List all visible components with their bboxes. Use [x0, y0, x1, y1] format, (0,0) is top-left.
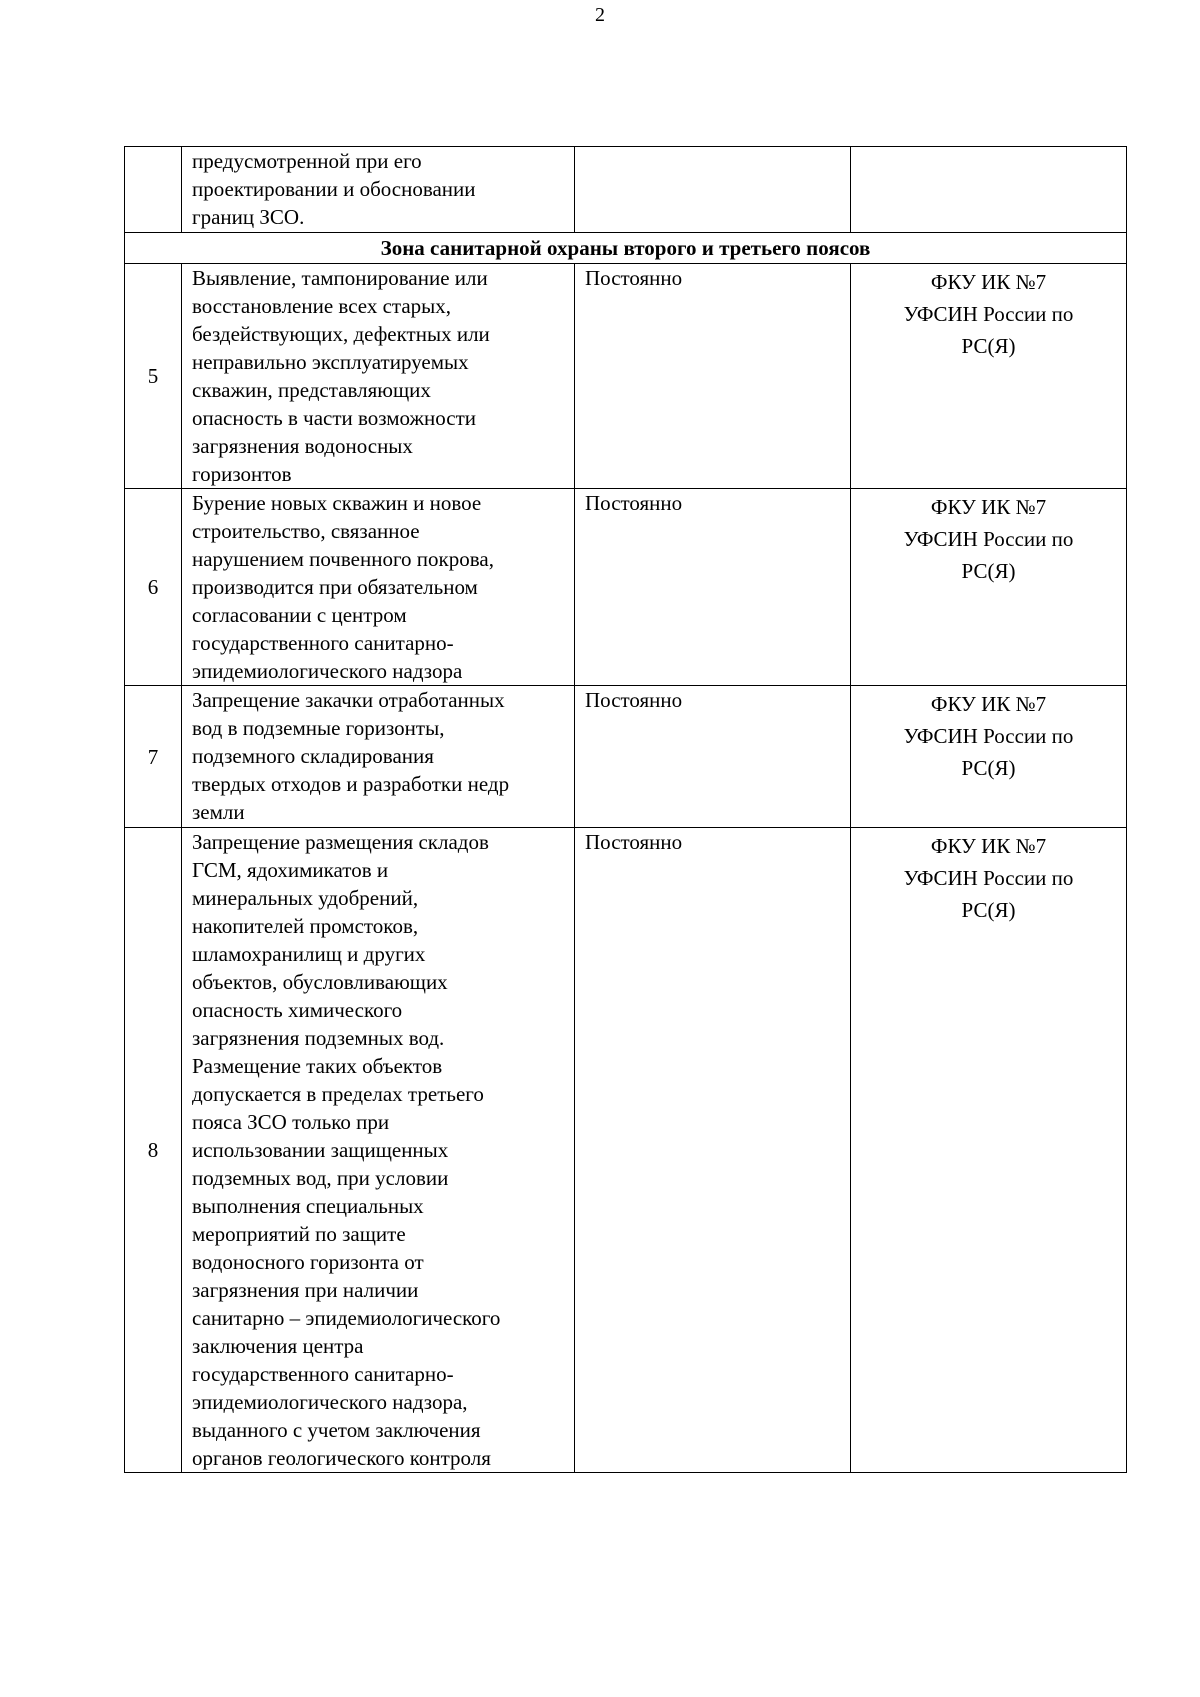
table-row-continuation [125, 147, 1127, 233]
measure-line: накопителей промстоков, [192, 914, 419, 938]
table-row [125, 828, 1127, 1473]
measure-line: строительство, связанное [192, 519, 420, 543]
measure-line: шламохранилищ и других [192, 942, 426, 966]
measure-line: опасность химического [192, 998, 403, 1022]
responsible-line: УФСИН России по [903, 866, 1074, 890]
measure-line: минеральных удобрений, [192, 886, 419, 910]
measure-line: водоносного горизонта от [192, 1250, 424, 1274]
responsible-line: РС(Я) [961, 898, 1016, 922]
responsible-cell [851, 828, 1127, 1473]
responsible-line: ФКУ ИК №7 [930, 495, 1047, 519]
measures-table [124, 146, 1127, 1473]
measure-line: вод в подземные горизонты, [192, 716, 445, 740]
measure-line: предусмотренной при его [192, 149, 422, 173]
period-cell: Постоянно [575, 686, 851, 828]
measure-line: государственного санитарно- [192, 1362, 454, 1386]
table-row [125, 686, 1127, 828]
measure-line: мероприятий по защите [192, 1222, 406, 1246]
measure-line: объектов, обусловливающих [192, 970, 448, 994]
responsible-line: УФСИН России по [903, 302, 1074, 326]
responsible-line: РС(Я) [961, 756, 1016, 780]
section-title: Зона санитарной охраны второго и третьего поясов [125, 233, 1127, 264]
period-cell [575, 147, 851, 233]
measure-line: подземных вод, при условии [192, 1166, 449, 1190]
measure-line: подземного складирования [192, 744, 434, 768]
measure-line: загрязнения водоносных [192, 434, 413, 458]
measure-line: производится при обязательном [192, 575, 478, 599]
measure-line: использовании защищенных [192, 1138, 449, 1162]
page-number: 2 [595, 4, 605, 26]
measure-line: скважин, представляющих [192, 378, 431, 402]
row-number-cell: 6 [125, 489, 182, 686]
responsible-line: ФКУ ИК №7 [930, 270, 1047, 294]
measure-line: допускается в пределах третьего [192, 1082, 484, 1106]
row-number-cell [125, 147, 182, 233]
measure-line: эпидемиологического надзора, [192, 1390, 468, 1414]
responsible-cell [851, 147, 1127, 233]
measure-line: эпидемиологического надзора [192, 659, 463, 683]
measure-line: выполнения специальных [192, 1194, 424, 1218]
measure-line: восстановление всех старых, [192, 294, 452, 318]
measure-line: горизонтов [192, 462, 292, 486]
measure-line: пояса ЗСО только при [192, 1110, 390, 1134]
measure-cell [182, 147, 575, 233]
measure-line: санитарно – эпидемиологического [192, 1306, 501, 1330]
period-cell: Постоянно [575, 828, 851, 1473]
measure-line: твердых отходов и разработки недр [192, 772, 510, 796]
measure-cell [182, 686, 575, 828]
measure-line: проектировании и обосновании [192, 177, 476, 201]
measure-line: Запрещение закачки отработанных [192, 688, 505, 712]
responsible-line: УФСИН России по [903, 527, 1074, 551]
responsible-line: ФКУ ИК №7 [930, 692, 1047, 716]
table-row [125, 489, 1127, 686]
measure-line: выданного с учетом заключения [192, 1418, 481, 1442]
measure-line: органов геологического контроля [192, 1446, 491, 1470]
measure-line: Размещение таких объектов [192, 1054, 443, 1078]
measure-line: земли [192, 800, 245, 824]
period-cell: Постоянно [575, 489, 851, 686]
responsible-line: РС(Я) [961, 334, 1016, 358]
measure-cell [182, 828, 575, 1473]
section-row [125, 233, 1127, 264]
measure-line: государственного санитарно- [192, 631, 454, 655]
responsible-line: ФКУ ИК №7 [930, 834, 1047, 858]
row-number-cell: 5 [125, 264, 182, 489]
measure-line: нарушением почвенного покрова, [192, 547, 494, 571]
table-row [125, 264, 1127, 489]
measure-line: загрязнения подземных вод. [192, 1026, 445, 1050]
measure-line: опасность в части возможности [192, 406, 477, 430]
measure-line: Бурение новых скважин и новое [192, 491, 482, 515]
row-number-cell: 7 [125, 686, 182, 828]
responsible-cell [851, 489, 1127, 686]
measure-cell [182, 264, 575, 489]
measure-line: неправильно эксплуатируемых [192, 350, 469, 374]
measure-line: загрязнения при наличии [192, 1278, 419, 1302]
responsible-line: УФСИН России по [903, 724, 1074, 748]
measure-line: Выявление, тампонирование или [192, 266, 488, 290]
responsible-cell [851, 686, 1127, 828]
measure-line: заключения центра [192, 1334, 364, 1358]
row-number-cell: 8 [125, 828, 182, 1473]
measure-line: Запрещение размещения складов [192, 830, 489, 854]
measure-line: бездействующих, дефектных или [192, 322, 490, 346]
measure-line: границ ЗСО. [192, 205, 305, 229]
responsible-cell [851, 264, 1127, 489]
period-cell: Постоянно [575, 264, 851, 489]
measure-line: ГСМ, ядохимикатов и [192, 858, 389, 882]
measure-cell [182, 489, 575, 686]
measure-line: согласовании с центром [192, 603, 407, 627]
responsible-line: РС(Я) [961, 559, 1016, 583]
